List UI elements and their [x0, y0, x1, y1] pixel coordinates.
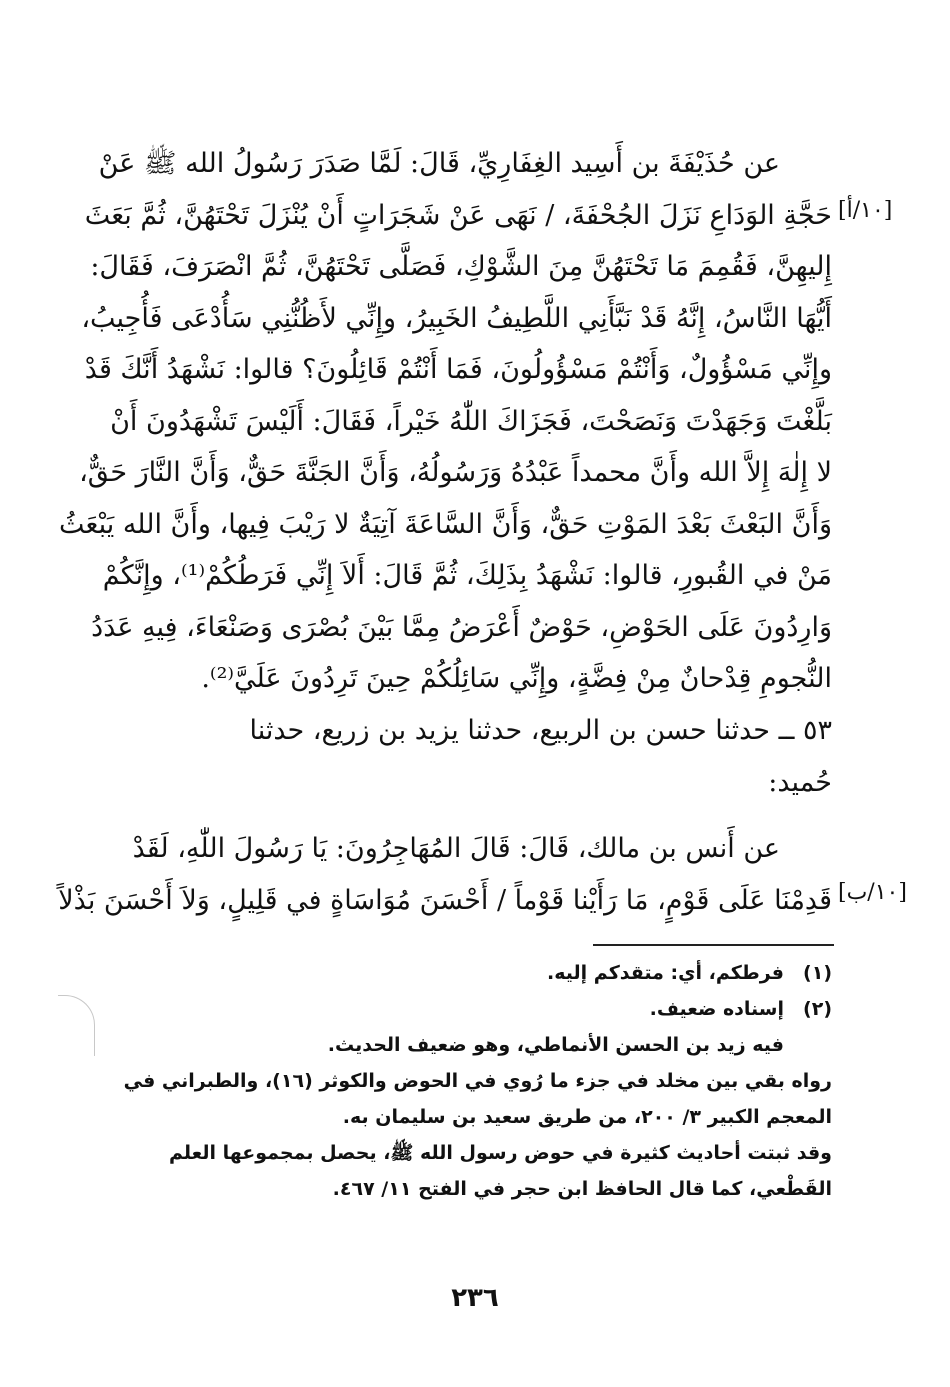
- text-line: عن أَنس بن مالك، قَالَ: قَالَ المُهَاجِرُونَ: يَا رَسُولَ اللّٰهِ، لَقَدْ: [132, 833, 780, 864]
- text-line: النُّجومِ قِدْحانٌ مِنْ فِضَّةٍ، وإِنِّي سَائِلُكُمْ حِينَ تَرِدُونَ عَلَيَّ⁽²⁾.: [201, 663, 832, 694]
- hadith-53-isnad: [112, 705, 832, 808]
- text-line: وإِنِّي مَسْؤُولٌ، وَأَنْتُمْ مَسْؤُولُونَ، فَمَا أَنْتُمْ قَائِلُونَ؟ قالوا: نَشْهَدُ أَنَّكَ قَدْ: [84, 354, 832, 385]
- text-line: ٥٣ ــ حدثنا حسن بن الربيع، حدثنا يزيد بن زريع، حدثنا: [249, 715, 832, 746]
- page-number: ٢٣٦: [451, 1283, 499, 1313]
- footnote-text: إسناده ضعيف.: [649, 998, 784, 1020]
- text-line: عن حُذَيْفَةَ بن أَسِيد الغِفَارِيِّ، قَالَ: لَمَّا صَدَرَ رَسُولُ الله ﷺ عَنْ: [98, 148, 780, 179]
- footnote-2: [112, 991, 832, 1027]
- footnote-line: المعجم الكبير ٣/ ٢٠٠، من طريق سعيد بن سليمان به.: [342, 1106, 832, 1128]
- text-line: لا إِلٰهَ إِلاَّ الله وأَنَّ محمداً عَبْدُهُ وَرَسُولُهُ، وَأَنَّ الجَنَّةَ حَقٌّ، وَأَنَّ النَّارَ حَقٌّ،: [79, 457, 832, 488]
- folio-marker-10a: [١٠/أ]: [838, 198, 893, 223]
- footnote-divider: [593, 944, 834, 946]
- footnote-text: فرطكم، أي: متقدكم إليه.: [547, 962, 784, 984]
- hadith-53-text: [58, 823, 832, 926]
- text-line: إِليهِنَّ، فَقُمِمَ مَا تَحْتَهُنَّ مِنَ الشَّوْكِ، فَصَلَّى تَحْتَهُنَّ، ثُمَّ انْصَرَفَ، فَقَالَ:: [90, 251, 832, 282]
- footnote-1: [112, 955, 832, 991]
- footnote-line: رواه بقي بين مخلد في جزء ما رُوي في الحوض والكوثر (١٦)، والطبراني في: [123, 1070, 832, 1092]
- footnote-line: وقد ثبتت أحاديث كثيرة في حوض رسول الله ﷺ، يحصل بمجموعها العلم: [168, 1142, 832, 1164]
- footnote-number: (١): [803, 962, 832, 984]
- folio-marker-10b: [١٠/ب]: [838, 880, 907, 905]
- text-line: وَارِدُونَ عَلَى الحَوْضِ، حَوْضٌ أَعْرَضُ مِمَّا بَيْنَ بُصْرَى وَصَنْعَاءَ، فِيهِ عَدَدُ: [91, 611, 832, 643]
- footnote-line: فيه زيد بن الحسن الأنماطي، وهو ضعيف الحديث.: [327, 1034, 784, 1056]
- footnote-number: (٢): [803, 998, 832, 1020]
- text-line: حَجَّةِ الوَدَاعِ نَزَلَ الجُحْفَةَ، / نَهَى عَنْ شَجَرَاتٍ أَنْ يُنْزَلَ تَحْتَهُنَّ، ثُمَّ بَعَثَ: [84, 199, 832, 231]
- text-line: حُميد:: [768, 766, 832, 798]
- scan-artifact: [58, 995, 95, 1056]
- hadith-52-text: [59, 138, 832, 705]
- text-line: بَلَّغْتَ وَجَهَدْتَ وَنَصَحْتَ، فَجَزَاكَ اللّٰهُ خَيْراً، فَقَالَ: أَلَيْسَ تَشْهَدُونَ أَنْ: [110, 405, 832, 437]
- footnotes: [112, 955, 832, 1207]
- text-line: وَأَنَّ البَعْثَ بَعْدَ المَوْتِ حَقٌّ، وَأَنَّ السَّاعَةَ آتِيَةٌ لا رَيْبَ فِيها، وأَنَّ الله يَبْعَثُ: [59, 508, 832, 540]
- text-line: قَدِمْنَا عَلَى قَوْمٍ، مَا رَأَيْنا قَوْماً / أَحْسَنَ مُوَاسَاةٍ في قَلِيلٍ، وَلاَ أَحْسَنَ بَذْلاً: [58, 884, 832, 916]
- text-line: مَنْ في القُبورِ، قالوا: نَشْهَدُ بِذَلِكَ، ثُمَّ قَالَ: أَلاَ إِنِّي فَرَطُكُمْ⁽¹⁾، وإِنَّكُمْ: [102, 560, 832, 591]
- footnote-line: القَطْعي، كما قال الحافظ ابن حجر في الفتح ١١/ ٤٦٧.: [332, 1178, 832, 1200]
- text-line: أَيُّهَا النَّاسُ، إِنَّهُ قَدْ نَبَّأَنِي اللَّطِيفُ الخَبِيرُ، وإِنِّي لأَظُنُّنِي سَأُدْعَى فَأُجِيبُ،: [81, 302, 832, 334]
